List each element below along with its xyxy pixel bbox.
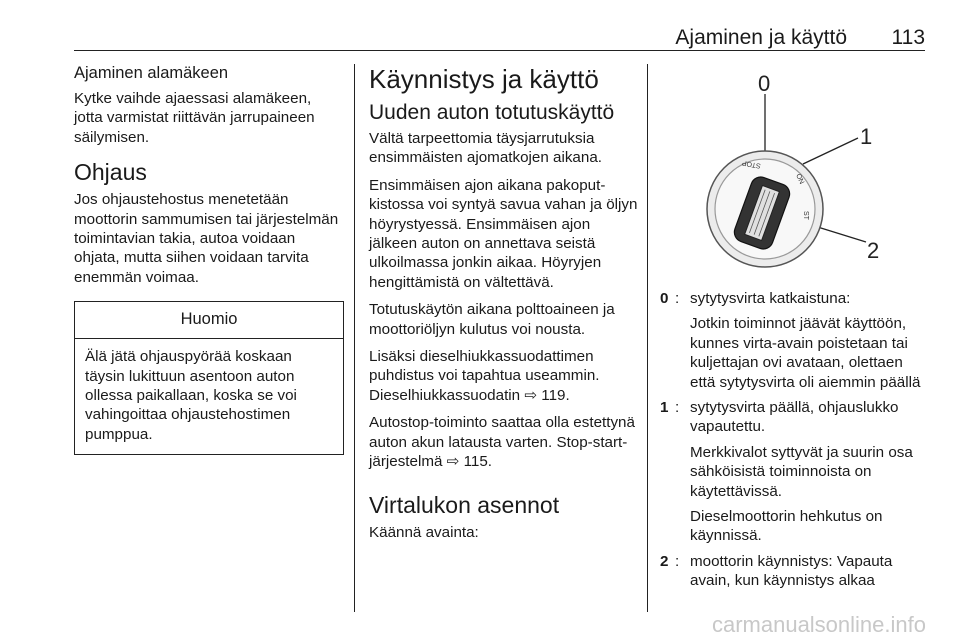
position-label-2: 2: [867, 238, 880, 263]
paragraph-downhill: Kytke vaihde ajaessasi alamäkeen, jotta varmistat riittävän jarrupaineen säilymisen.: [74, 90, 315, 146]
position-label-0: 0: [758, 71, 771, 96]
position-label-1: 1: [860, 124, 873, 149]
position-item-1: 1 : sytytysvirta päällä, ohjauslukko vapautettu. Merkkivalot syttyvät ja suurin osa sähköisistä toiminnoista on käytettävissä. Dieselmoottorin hehkutus on käynnissä.: [658, 398, 928, 546]
page-header: [74, 6, 925, 51]
ignition-switch-illustration: [658, 64, 926, 278]
heading-run-in: Uuden auton totutuskäyttö: [369, 101, 615, 124]
position-number: 1: [660, 399, 669, 417]
watermark: carmanualsonline.info: [711, 612, 926, 637]
position-text: sytytysvirta päällä, ohjauslukko vapautettu.: [690, 399, 899, 436]
notice-box: [74, 301, 344, 455]
paragraph-turn-key: Käännä avainta:: [369, 523, 479, 541]
heading-ignition-positions: Virtalukon asennot: [369, 491, 560, 518]
start-mark: ST: [802, 211, 809, 220]
position-number: 0: [660, 290, 669, 307]
paragraph-consumption: Totutuskäytön aikana polttoaineen ja moottoriöljyn kulutus voi nousta.: [369, 301, 615, 338]
position-text: moottorin käynnistys: Vapauta avain, kun käynnistys alkaa: [690, 552, 893, 590]
position-item-2: 2 : moottorin käynnistys: Vapauta avain, kun käynnistys alkaa: [658, 552, 928, 591]
page-number: 113: [891, 26, 925, 49]
section-title: Ajaminen ja käyttö: [675, 26, 847, 49]
left-column: [74, 64, 344, 455]
position-text: Dieselmoottorin hehkutus on käynnissä.: [690, 508, 883, 545]
position-number: 2: [660, 552, 669, 570]
heading-downhill: Ajaminen alamäkeen: [74, 64, 229, 82]
notice-text: Älä jätä ohjauspyörää koskaan täysin lukittuun asentoon auton ollessa paikallaan, koska se voi vahingoittaa ohjaustehostimen pumppua.: [85, 348, 297, 443]
notice-title: Huomio: [75, 302, 343, 339]
ignition-switch-figure: [658, 64, 926, 278]
paragraph-autostop: Autostop-toiminto saattaa olla estettynä auton akun latausta varten. Stop-start-järjestelmä ⇨ 115.: [369, 414, 635, 471]
paragraph-filter: Lisäksi dieselhiukkassuodattimen puhdistus voi tapahtua useammin. Dieselhiukkassuodatin ⇨ 119.: [369, 348, 600, 404]
heading-steering: Ohjaus: [74, 159, 147, 186]
stop-mark: STOP: [741, 158, 762, 169]
ignition-positions-list: [658, 289, 928, 597]
position-text: Merkkivalot syttyvät ja suurin osa sähköisistä toiminnoista on käytettävissä.: [690, 443, 913, 500]
column-divider-1: [354, 64, 355, 612]
column-divider-2: [647, 64, 648, 612]
heading-starting: Käynnistys ja käyttö: [369, 64, 599, 94]
middle-column: [369, 64, 641, 550]
paragraph-smoke: Ensimmäisen ajon aikana pakoputkistossa voi syntyä savua vahan ja öljyn höyrystyessä. Ensimmäisen ajon jälkeen auton on annettava seistä ulkoilmassa jonkin aikaa. Höyryjen hengittämistä on vältettävä.: [369, 176, 638, 291]
position-item-0: 0 : sytytysvirta katkaistuna: Jotkin toiminnot jäävät käyttöön, kunnes virta-avain poistetaan tai kuljettajan ovi avataan, olettaen että sytytysvirta oli aiemmin päällä: [658, 289, 928, 392]
paragraph-steering: Jos ohjaustehostus menetetään moottorin sammumisen tai järjestelmän toimintavian takia, autoa voidaan ohjata, mutta siihen voidaan tarvita enemmän voimaa.: [74, 191, 339, 286]
paragraph-braking: Vältä tarpeettomia täysjarrutuksia ensimmäisten ajomatkojen aikana.: [369, 130, 602, 167]
position-text: Jotkin toiminnot jäävät käyttöön, kunnes virta-avain poistetaan tai kuljettajan ovi avataan, olettaen että sytytysvirta oli aiemmin päällä: [690, 315, 921, 391]
on-mark: ON: [794, 172, 805, 186]
position-text: sytytysvirta katkaistuna:: [690, 290, 851, 307]
